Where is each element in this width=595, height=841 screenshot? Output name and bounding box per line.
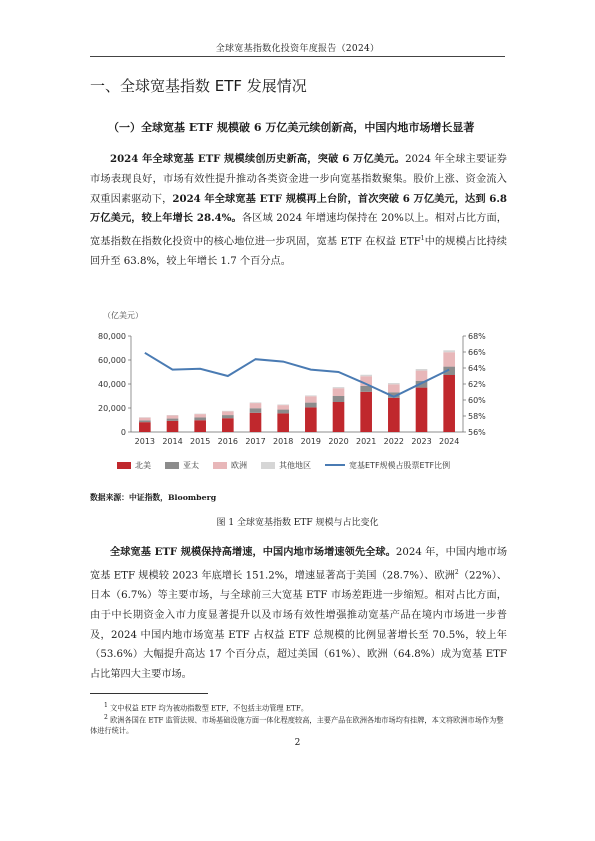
bar-segment bbox=[333, 387, 345, 388]
page-number: 2 bbox=[294, 738, 301, 748]
bar-segment bbox=[222, 418, 234, 432]
y-tick-label: 60,000 bbox=[98, 356, 126, 365]
para1-text-1: 2024 年全球主要证券市场表现良好，市场有效性提升推动各类资金进一步向宽基指数聚集。股价上涨、资金流入双重因素驱动下， bbox=[90, 154, 507, 205]
footnote-1-text: 文中权益 ETF 均为被动指数型 ETF，不包括主动管理 ETF。 bbox=[107, 703, 309, 713]
bar-segment bbox=[305, 395, 317, 396]
bar-segment bbox=[443, 350, 455, 352]
y-tick-label: 80,000 bbox=[98, 332, 126, 341]
para1-text-2: 各区域 2024 年增速均保持在 20%以上。相对占比方面，宽基指数在指数化投资中的核心地位进一步巩固，宽基 ETF 在权益 ETF bbox=[90, 213, 507, 248]
bar-segment bbox=[167, 421, 179, 432]
bar-segment bbox=[277, 410, 289, 414]
legend-swatch bbox=[117, 462, 131, 469]
x-tick-label: 2020 bbox=[328, 437, 349, 446]
etf-chart bbox=[95, 308, 515, 488]
para1-text-3: 中的规模占比持续回升至 63.8%，较上年增长 1.7 个百分点。 bbox=[90, 236, 507, 268]
footnote-2 bbox=[90, 712, 507, 736]
y-tick-label: 40,000 bbox=[98, 380, 126, 389]
y2-tick-label: 60% bbox=[468, 396, 486, 405]
footnote-2-text: 欧洲各国在 ETF 监管法规、市场基础设施方面一体化程度较高，主要产品在欧洲各地市场均有挂牌，本文将欧洲市场作为整体进行统计。 bbox=[90, 715, 504, 736]
bar-segment bbox=[194, 414, 206, 417]
x-tick-label: 2024 bbox=[438, 437, 460, 446]
bar-segment bbox=[305, 407, 317, 432]
x-tick-label: 2019 bbox=[300, 437, 322, 446]
x-tick-label: 2016 bbox=[217, 437, 239, 446]
unit-label: （亿美元） bbox=[103, 311, 143, 320]
bar-segment bbox=[277, 413, 289, 432]
ratio-line bbox=[145, 353, 449, 397]
para2-lead: 全球宽基 ETF 规模保持高增速，中国内地市场增速领先全球。 bbox=[110, 546, 396, 558]
bar-segment bbox=[305, 403, 317, 408]
bar-segment bbox=[222, 415, 234, 418]
bar-segment bbox=[443, 375, 455, 432]
para1-lead: 2024 年全球宽基 ETF 规模续创历史新高，突破 6 万亿美元。 bbox=[110, 153, 406, 165]
header-rule bbox=[90, 56, 505, 57]
bar-segment bbox=[250, 402, 262, 403]
bar-segment bbox=[250, 408, 262, 413]
legend-swatch bbox=[213, 462, 227, 469]
footnote-ref-2[interactable]: 2 bbox=[454, 568, 459, 576]
bar-segment bbox=[388, 384, 400, 392]
x-tick-label: 2017 bbox=[245, 437, 266, 446]
bar-segment bbox=[167, 415, 179, 418]
bar-segment bbox=[305, 396, 317, 402]
x-tick-label: 2021 bbox=[355, 437, 377, 446]
bar-segment bbox=[194, 417, 206, 420]
footnote-rule bbox=[90, 693, 208, 694]
para1-bold: 2024 年全球宽基 ETF 规模再上台阶，首次突破 6 万亿美元，达到 6.8 万亿美元，较上年增长 28.4%。 bbox=[90, 192, 507, 225]
paragraph-2 bbox=[90, 543, 507, 685]
legend-swatch bbox=[165, 462, 179, 469]
legend-label: 欧洲 bbox=[231, 461, 247, 470]
x-tick-label: 2015 bbox=[189, 437, 211, 446]
y-tick-label: 0 bbox=[120, 428, 126, 437]
figure-caption: 图 1 全球宽基指数 ETF 规模与占比变化 bbox=[216, 518, 379, 528]
y2-tick-label: 56% bbox=[468, 428, 486, 437]
legend-label: 宽基ETF规模占股票ETF比例 bbox=[349, 461, 451, 470]
bar-segment bbox=[139, 418, 151, 421]
bar-segment bbox=[333, 388, 345, 396]
subsection-title: （一）全球宽基 ETF 规模破 6 万亿美元续创新高，中国内地市场增长显著 bbox=[108, 121, 475, 134]
bar-segment bbox=[277, 404, 289, 405]
bar-segment bbox=[388, 383, 400, 384]
bar-segment bbox=[194, 420, 206, 432]
bar-segment bbox=[360, 375, 372, 376]
footnote-ref-1[interactable]: 1 bbox=[420, 235, 425, 243]
y2-tick-label: 62% bbox=[468, 380, 486, 389]
footnote-1-num: 1 bbox=[104, 702, 108, 709]
legend-label: 亚太 bbox=[183, 461, 199, 470]
bar-segment bbox=[333, 396, 345, 402]
x-tick-label: 2022 bbox=[383, 437, 405, 446]
legend-label: 北美 bbox=[135, 461, 151, 470]
x-tick-label: 2018 bbox=[272, 437, 294, 446]
x-tick-label: 2023 bbox=[411, 437, 432, 446]
bar-segment bbox=[139, 422, 151, 432]
bar-segment bbox=[250, 413, 262, 432]
bar-segment bbox=[222, 411, 234, 412]
y2-tick-label: 64% bbox=[468, 364, 486, 373]
running-header: 全球宽基指数化投资年度报告（2024） bbox=[215, 44, 380, 54]
bar-segment bbox=[277, 405, 289, 409]
paragraph-1 bbox=[90, 150, 507, 272]
y2-tick-label: 66% bbox=[468, 348, 486, 357]
footnote-2-num: 2 bbox=[104, 714, 108, 721]
bar-segment bbox=[416, 369, 428, 371]
bar-segment bbox=[416, 388, 428, 432]
y2-tick-label: 58% bbox=[468, 412, 486, 421]
legend-swatch bbox=[261, 462, 275, 469]
y2-tick-label: 68% bbox=[468, 332, 486, 341]
bar-segment bbox=[167, 419, 179, 421]
x-tick-label: 2014 bbox=[162, 437, 183, 446]
x-tick-label: 2013 bbox=[134, 437, 156, 446]
bar-segment bbox=[139, 420, 151, 422]
bar-segment bbox=[360, 392, 372, 432]
bar-segment bbox=[250, 403, 262, 408]
bar-segment bbox=[333, 402, 345, 432]
legend-label: 其他地区 bbox=[279, 461, 311, 470]
para2-text-1: 2024 年，中国内地市场宽基 ETF 规模较 2023 年底增长 151.2%，增速显著高于美国（28.7%）、欧洲 bbox=[90, 547, 508, 582]
data-source: 数据来源：中证指数，Bloomberg bbox=[90, 493, 217, 502]
y-tick-label: 20,000 bbox=[98, 404, 126, 413]
para2-text-2: （22%）、日本（6.7%）等主要市场，与全球前三大宽基 ETF 市场差距进一步缩短。相对占比方面，由于中长期资金入市力度显著提升以及市场有效性增强推动宽基产品在境内市场进一步普及，2024 中国内地市场宽基 ETF 占权益 ETF 总规模的比例显著增长至 70.5%，较上年（53.6%）大幅提升高达 17 个百分点，超过美国（61%）、欧洲（64.8%）成为宽基 ETF 占比第四大主要市场。 bbox=[90, 570, 507, 681]
bar-segment bbox=[388, 398, 400, 432]
bar-segment bbox=[222, 411, 234, 415]
bar-segment bbox=[416, 371, 428, 381]
bar-segment bbox=[443, 352, 455, 366]
section-title: 一、全球宽基指数 ETF 发展情况 bbox=[90, 77, 307, 95]
